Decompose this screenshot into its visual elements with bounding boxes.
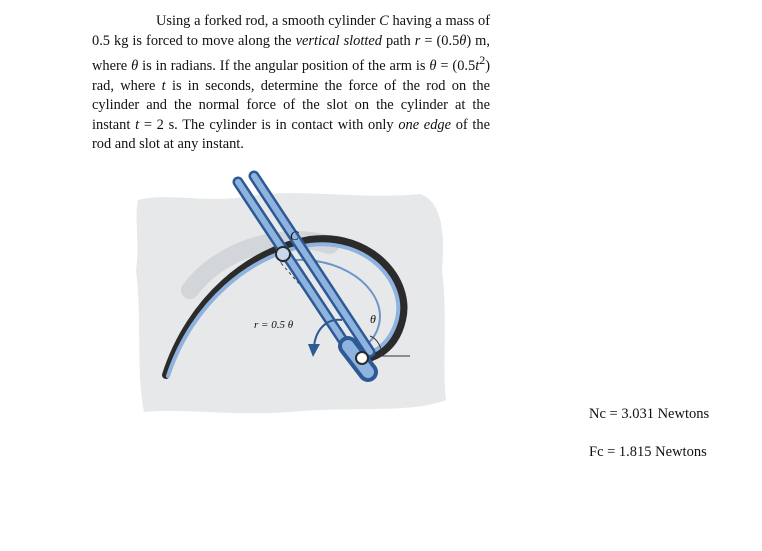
answer-rod-force: Fc = 1.815 Newtons [589, 444, 707, 460]
label-c: C [290, 228, 299, 243]
cylinder-c [276, 247, 290, 261]
problem-statement: Using a forked rod, a smooth cylinder C having a mass of 0.5 kg is forced to move along the vertical slotted path r = (0.5θ) m, where θ is in radians. If the angular position of the arm is $\theta = (0.5t^2)$ rad, where t is in seconds, determine the force of the rod on the cylinder and the normal force of the slot on the cylinder at the instant t = 2 s. The cylinder is in contact with only one edge of the rod and slot at any instant. [92, 13, 490, 153]
pivot-pin [356, 352, 368, 364]
forked-rod-figure [130, 170, 450, 420]
answer-normal-force: Nc = 3.031 Newtons [589, 406, 710, 422]
label-theta: θ [370, 312, 376, 326]
label-r: r = 0.5 θ [254, 319, 294, 331]
